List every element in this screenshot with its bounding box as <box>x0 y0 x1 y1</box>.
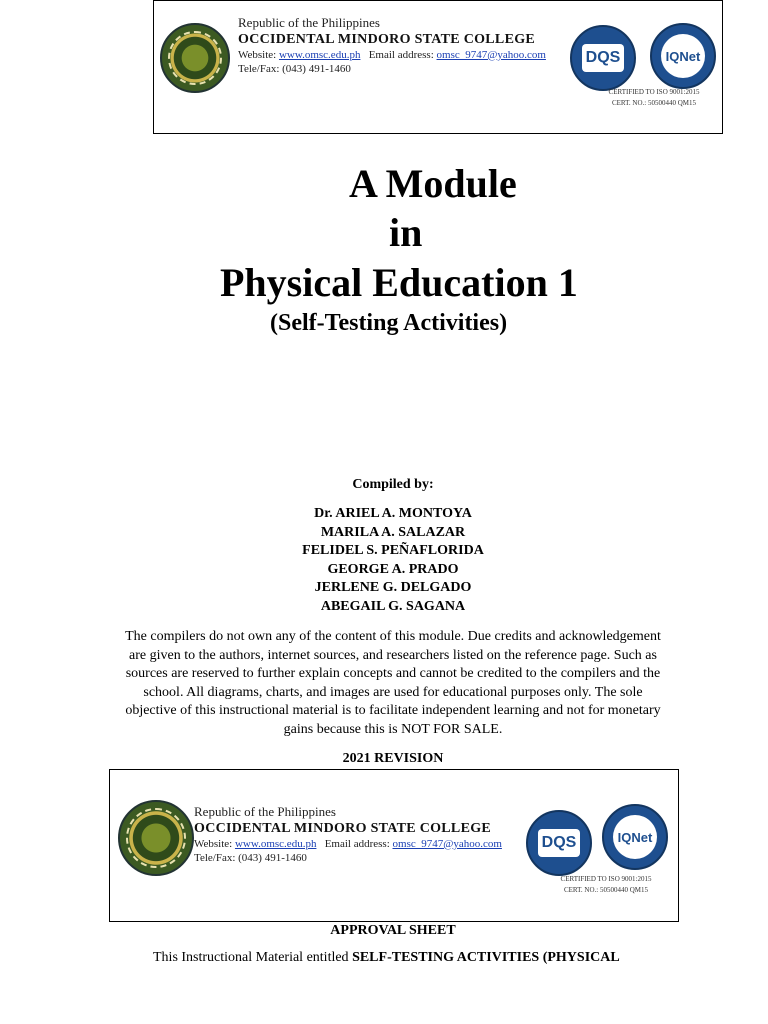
dqs-cert-logo: DQS <box>570 25 636 91</box>
contact-line <box>238 49 546 63</box>
compiler-name: JERLENE G. DELGADO <box>314 580 472 596</box>
iqnet-cert-logo: IQNet <box>650 23 716 89</box>
cert-note <box>536 874 676 896</box>
compiled-by-label: Compiled by: <box>352 477 434 492</box>
title-line-2: in <box>389 210 423 255</box>
compiler-name: FELIDEL S. PEÑAFLORIDA <box>302 543 484 559</box>
website-label: Website: <box>238 48 277 61</box>
compiler-name: ABEGAIL G. SAGANA <box>320 598 466 614</box>
email-label: Email address: <box>368 48 434 61</box>
letterhead-approval <box>109 769 679 922</box>
website-link[interactable]: www.omsc.edu.ph <box>278 48 361 61</box>
subtitle: (Self-Testing Activities) <box>270 310 508 336</box>
cert-line-1: CERTIFIED TO ISO 9001:2015 <box>560 875 652 883</box>
college-name: OCCIDENTAL MINDORO STATE COLLEGE <box>238 32 536 48</box>
cert-note <box>584 87 724 109</box>
republic-text: Republic of the Philippines <box>194 804 336 819</box>
compiler-name: GEORGE A. PRADO <box>327 561 459 577</box>
email-link[interactable]: omsc_9747@yahoo.com <box>392 837 502 850</box>
cert-line-1: CERTIFIED TO ISO 9001:2015 <box>608 88 700 96</box>
college-seal-logo <box>118 800 194 876</box>
letterhead-top <box>153 0 723 134</box>
approval-text <box>153 950 620 966</box>
cert-line-2: CERT. NO.: 50500440 QM15 <box>563 886 649 895</box>
cert-line-2: CERT. NO.: 50500440 QM15 <box>611 99 697 108</box>
title-line-1: A Module <box>349 161 517 206</box>
republic-text: Republic of the Philippines <box>238 15 380 30</box>
disclaimer-paragraph: The compilers do not own any of the content of this module. Due credits and acknowledgement are given to the authors, internet sources, and researchers listed on the reference page. Such as sources are reserved to further explain concepts and cannot be credited to the compilers and the school. All diagrams, charts, and images are used for educational purposes only. The sole objective of this instructional material is to facilitate independent learning and not for monetary gains because this is NOT FOR SALE. <box>125 629 661 737</box>
compiler-name: Dr. ARIEL A. MONTOYA <box>314 506 472 521</box>
email-link[interactable]: omsc_9747@yahoo.com <box>436 48 546 61</box>
compiler-name: MARILA A. SALAZAR <box>320 524 466 540</box>
approval-text-prefix: This Instructional Material entitled <box>153 950 353 965</box>
approval-text-title: SELF-TESTING ACTIVITIES (PHYSICAL <box>352 950 620 965</box>
dqs-cert-logo: DQS <box>526 810 592 876</box>
contact-line <box>194 838 502 852</box>
telefax-text: Tele/Fax: (043) 491-1460 <box>238 62 351 75</box>
college-seal-logo <box>160 23 230 93</box>
telefax-text: Tele/Fax: (043) 491-1460 <box>194 851 307 864</box>
website-link[interactable]: www.omsc.edu.ph <box>234 837 317 850</box>
college-name: OCCIDENTAL MINDORO STATE COLLEGE <box>194 821 492 837</box>
compilers-list <box>0 505 768 617</box>
revision-label: 2021 REVISION <box>342 751 444 766</box>
title-line-3: Physical Education 1 <box>220 260 578 305</box>
website-label: Website: <box>194 837 233 850</box>
iqnet-cert-logo: IQNet <box>602 804 668 870</box>
email-label: Email address: <box>324 837 390 850</box>
approval-heading: APPROVAL SHEET <box>330 923 456 938</box>
